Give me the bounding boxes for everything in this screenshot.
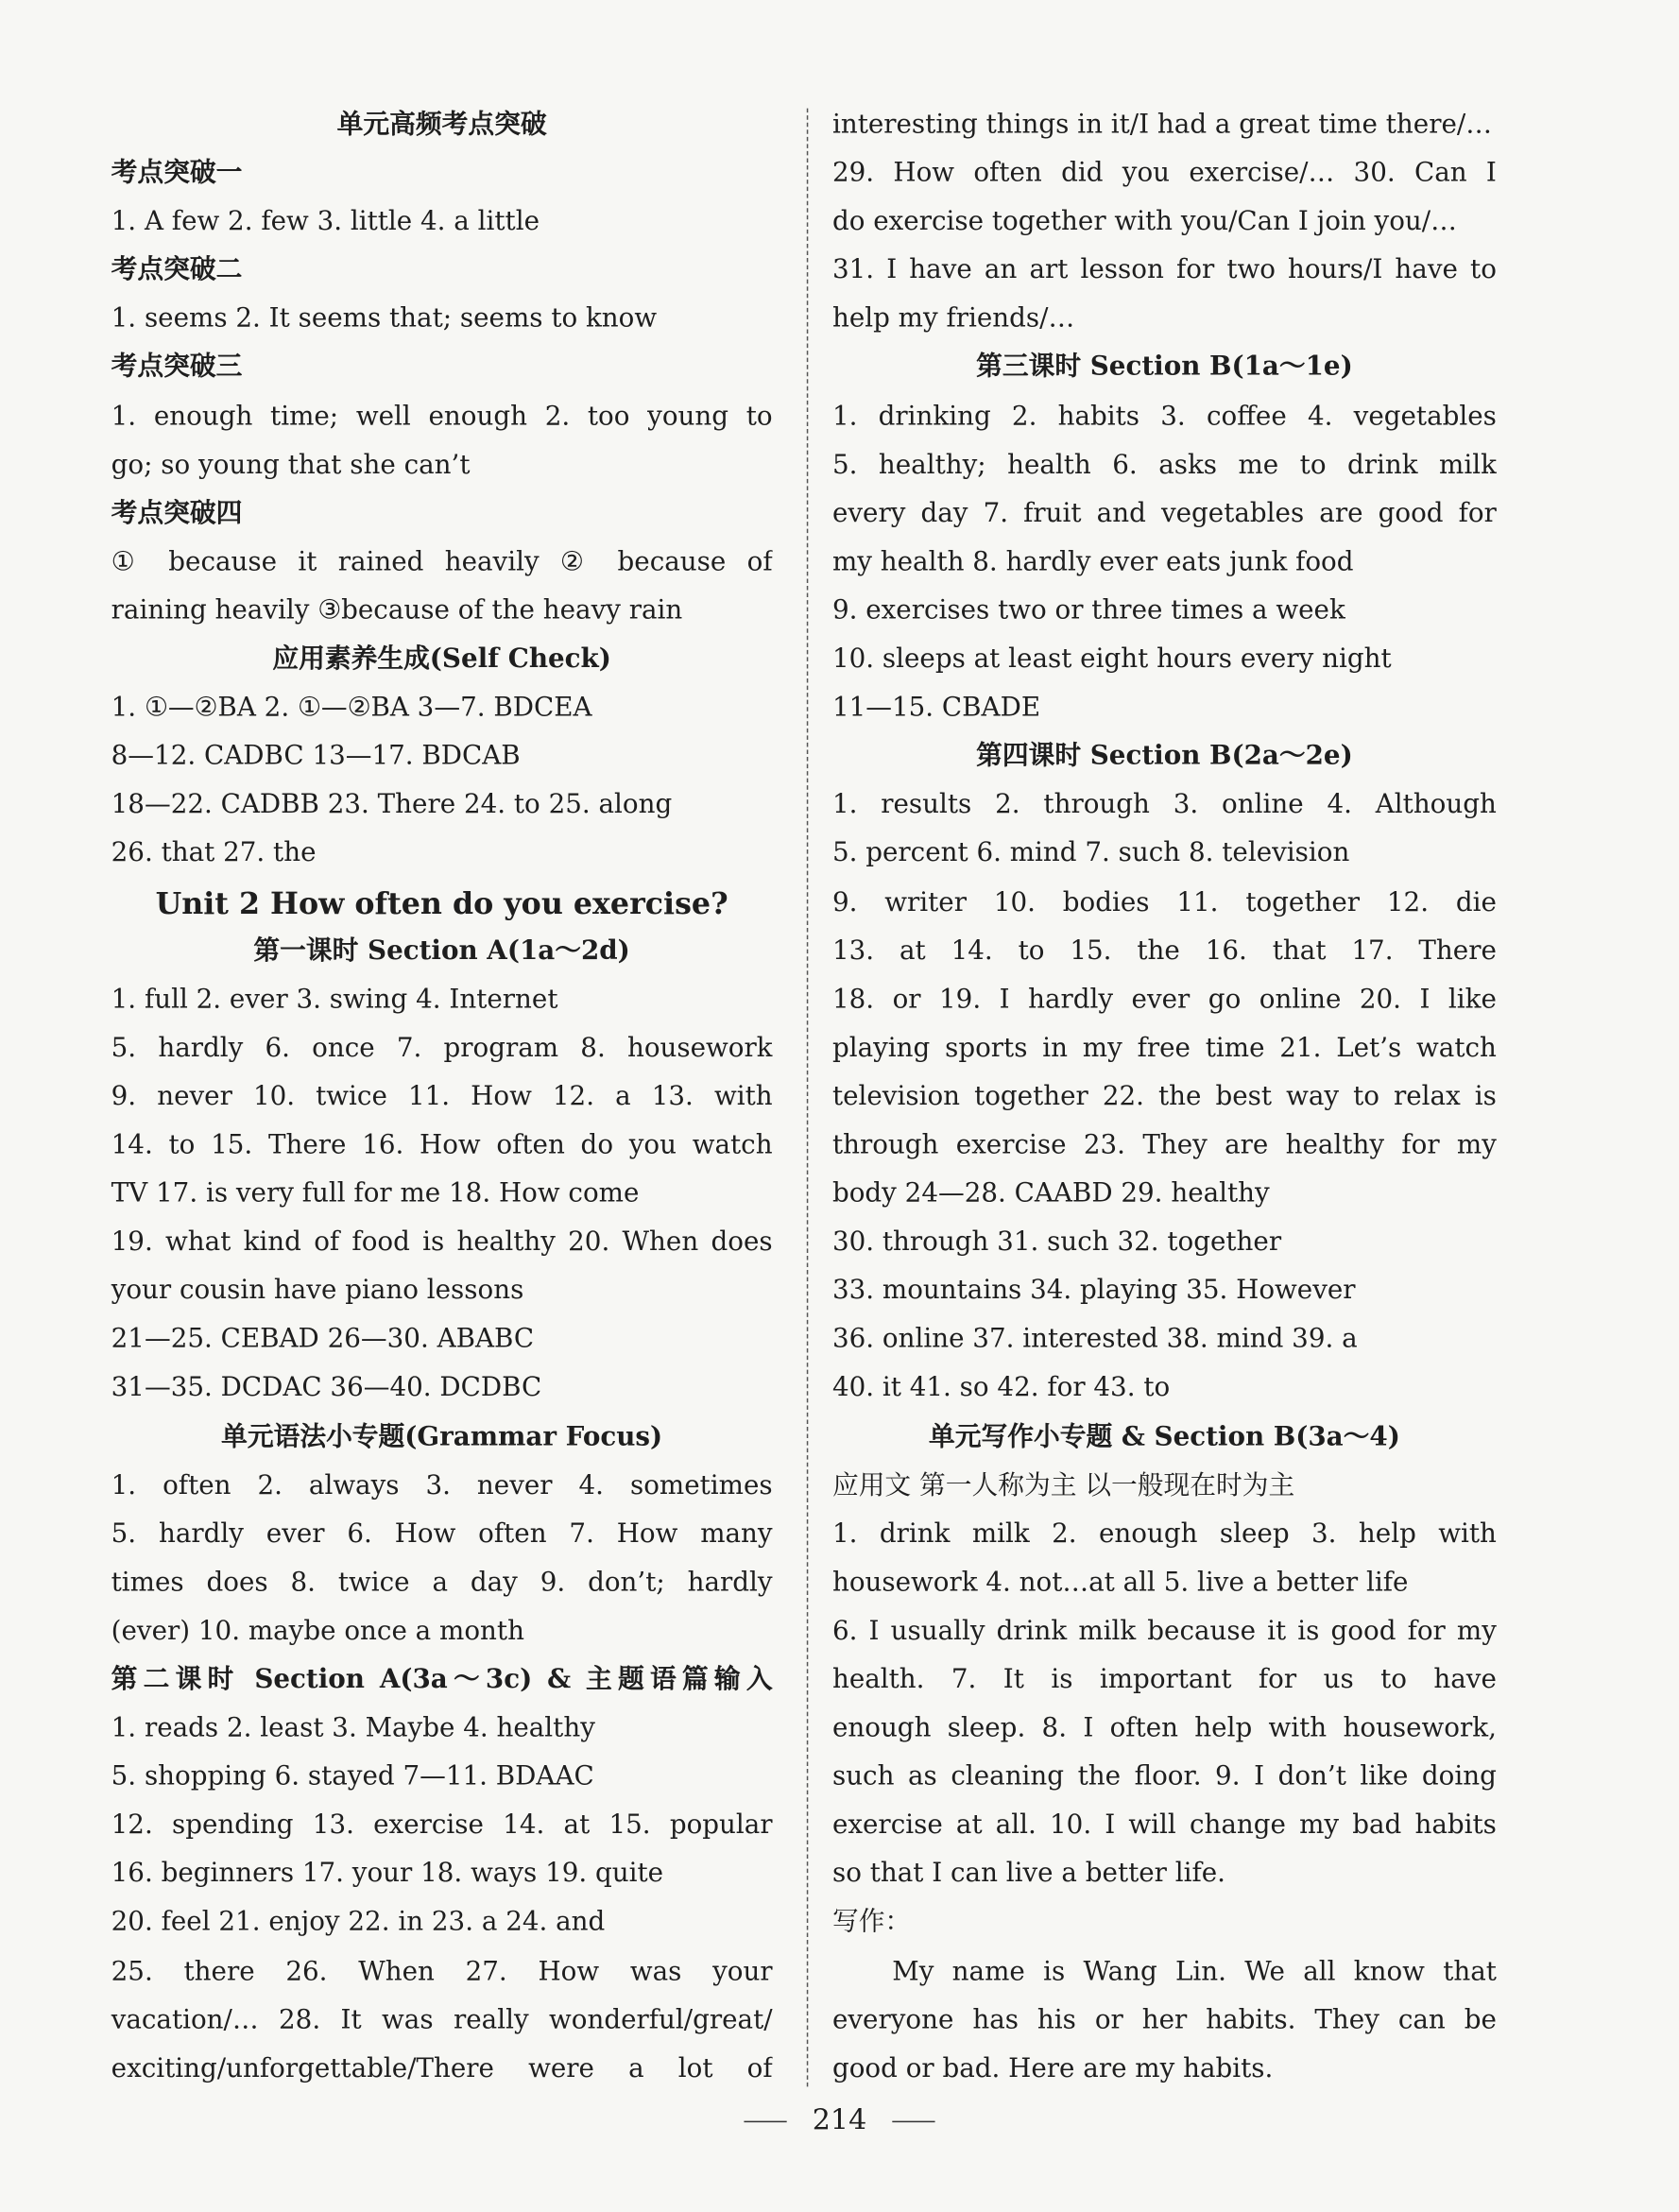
answer-line: enough sleep. 8. I often help with housework, bbox=[831, 1713, 1497, 1744]
answer-line: so that I can live a better life. bbox=[831, 1859, 1226, 1890]
answer-line: 12. spending 13. exercise 14. at 15. popular bbox=[111, 1810, 773, 1841]
answer-line: 29. How often did you exercise/… 30. Can I bbox=[831, 158, 1497, 189]
answer-line: everyone has his or her habits. They can be bbox=[831, 2004, 1497, 2035]
answer-line: housework 4. not…at all 5. live a better life bbox=[831, 1568, 1409, 1598]
answer-line: 40. it 41. so 42. for 43. to bbox=[831, 1373, 1171, 1404]
answer-line: times does 8. twice a day 9. don’t; hardly bbox=[111, 1568, 773, 1598]
answer-line: go; so young that she can’t bbox=[111, 450, 471, 480]
answer-line: 应用文 第一人称为主 以一般现在时为主 bbox=[831, 1470, 1295, 1500]
answer-line: 26. that 27. the bbox=[111, 838, 317, 869]
answer-line: 1. drink milk 2. enough sleep 3. help with bbox=[831, 1518, 1497, 1550]
answer-line: 5. shopping 6. stayed 7—11. BDAAC bbox=[111, 1761, 594, 1792]
answer-line: (ever) 10. maybe once a month bbox=[111, 1616, 524, 1647]
footer-dash-left bbox=[744, 2121, 786, 2123]
answer-line: 18—22. CADBB 23. There 24. to 25. along bbox=[111, 790, 673, 820]
section-heading: Unit 2 How often do you exercise? bbox=[155, 884, 728, 920]
answer-line: 30. through 31. such 32. together bbox=[831, 1227, 1282, 1258]
answer-line: 20. feel 21. enjoy 22. in 23. a 24. and bbox=[111, 1908, 606, 1938]
answer-line: 36. online 37. interested 38. mind 39. a bbox=[831, 1324, 1358, 1355]
answer-line: 5. healthy; health 6. asks me to drink milk bbox=[831, 450, 1497, 480]
answer-line: good or bad. Here are my habits. bbox=[831, 2053, 1274, 2084]
answer-line: playing sports in my free time 21. Let’s watch bbox=[831, 1033, 1497, 1063]
answer-line: do exercise together with you/Can I join you/… bbox=[831, 207, 1457, 237]
answer-line: 5. hardly ever 6. How often 7. How many bbox=[111, 1518, 773, 1550]
section-heading: 考点突破四 bbox=[111, 498, 243, 529]
answer-line: 写作： bbox=[831, 1908, 912, 1938]
answer-line: 18. or 19. I hardly ever go online 20. I like bbox=[831, 984, 1497, 1015]
left-column bbox=[111, 101, 773, 2094]
answer-line: 9. never 10. twice 11. How 12. a 13. with bbox=[111, 1081, 773, 1112]
answer-line: my health 8. hardly ever eats junk food bbox=[831, 547, 1354, 577]
answer-line: raining heavily ③because of the heavy rain bbox=[111, 595, 683, 626]
answer-line: exciting/unforgettable/There were a lot of bbox=[111, 2053, 773, 2084]
answer-line: TV 17. is very full for me 18. How come bbox=[111, 1178, 640, 1209]
answer-line: 16. beginners 17. your 18. ways 19. quite bbox=[111, 1859, 664, 1890]
answer-line: 21—25. CEBAD 26—30. ABABC bbox=[111, 1324, 535, 1355]
answer-line: health. 7. It is important for us to have bbox=[831, 1664, 1497, 1695]
answer-line: vacation/… 28. It was really wonderful/great/ bbox=[111, 2004, 773, 2035]
answer-line: ① because it rained heavily ② because of bbox=[111, 547, 773, 577]
answer-line: 1. often 2. always 3. never 4. sometimes bbox=[111, 1470, 773, 1500]
section-heading: 应用素养生成(Self Check) bbox=[272, 643, 611, 675]
section-heading: 第一课时 Section A(1a～2d) bbox=[253, 935, 630, 967]
section-heading: 考点突破三 bbox=[111, 352, 243, 383]
section-heading: 第四课时 Section B(2a～2e) bbox=[976, 741, 1353, 772]
column-divider bbox=[807, 109, 809, 2087]
answer-line: 1. ①—②BA 2. ①—②BA 3—7. BDCEA bbox=[111, 693, 592, 723]
section-heading: 第三课时 Section B(1a～1e) bbox=[976, 352, 1353, 383]
answer-line: 1. enough time; well enough 2. too young to bbox=[111, 401, 773, 432]
answer-line: body 24—28. CAABD 29. healthy bbox=[831, 1178, 1270, 1209]
page-footer bbox=[0, 2095, 1679, 2143]
answer-line: 1. drinking 2. habits 3. coffee 4. vegetables bbox=[831, 401, 1497, 432]
answer-line: such as cleaning the floor. 9. I don’t like doing bbox=[831, 1761, 1497, 1792]
footer-dash-right bbox=[892, 2121, 934, 2123]
answer-line: 13. at 14. to 15. the 16. that 17. There bbox=[831, 935, 1497, 967]
answer-line: 19. what kind of food is healthy 20. When does bbox=[111, 1227, 773, 1258]
section-heading: 单元语法小专题(Grammar Focus) bbox=[221, 1421, 663, 1452]
answer-line: exercise at all. 10. I will change my bad habits bbox=[831, 1810, 1497, 1841]
section-heading: 考点突破二 bbox=[111, 255, 243, 286]
answer-line: 11—15. CBADE bbox=[831, 693, 1041, 723]
answer-line: 1. full 2. ever 3. swing 4. Internet bbox=[111, 984, 558, 1015]
answer-line: every day 7. fruit and vegetables are good for bbox=[831, 498, 1497, 529]
answer-line: 8—12. CADBC 13—17. BDCAB bbox=[111, 741, 521, 772]
answer-line: 31. I have an art lesson for two hours/I have to bbox=[831, 255, 1497, 286]
answer-line: 25. there 26. When 27. How was your bbox=[111, 1956, 773, 1987]
answer-line: 1. results 2. through 3. online 4. Although bbox=[831, 790, 1497, 820]
answer-line: 1. reads 2. least 3. Maybe 4. healthy bbox=[111, 1713, 595, 1744]
section-heading: 考点突破一 bbox=[111, 158, 243, 189]
answer-line: 31—35. DCDAC 36—40. DCDBC bbox=[111, 1373, 542, 1404]
answer-line: 9. exercises two or three times a week bbox=[831, 595, 1345, 626]
page-number: 214 bbox=[812, 2102, 867, 2137]
answer-line: 6. I usually drink milk because it is good for my bbox=[831, 1616, 1497, 1647]
answer-line: 1. seems 2. It seems that; seems to know bbox=[111, 303, 658, 334]
answer-line: 33. mountains 34. playing 35. However bbox=[831, 1276, 1356, 1307]
answer-line: your cousin have piano lessons bbox=[111, 1276, 524, 1307]
section-heading: 第二课时 Section A(3a～3c) & 主题语篇输入 bbox=[111, 1664, 773, 1695]
right-column bbox=[832, 101, 1497, 2094]
section-heading: 单元高频考点突破 bbox=[336, 110, 547, 140]
answer-line: 10. sleeps at least eight hours every night bbox=[831, 643, 1392, 675]
answer-line: My name is Wang Lin. We all know that bbox=[892, 1956, 1497, 1987]
answer-line: television together 22. the best way to relax is bbox=[831, 1081, 1497, 1112]
answer-line: 5. percent 6. mind 7. such 8. television bbox=[831, 838, 1350, 869]
answer-line: 9. writer 10. bodies 11. together 12. die bbox=[831, 887, 1497, 917]
answer-line: 5. hardly 6. once 7. program 8. housework bbox=[111, 1033, 773, 1063]
answer-line: through exercise 23. They are healthy for my bbox=[831, 1130, 1497, 1160]
section-heading: 单元写作小专题 & Section B(3a～4) bbox=[928, 1421, 1400, 1452]
answer-line: 14. to 15. There 16. How often do you watch bbox=[111, 1130, 773, 1160]
answer-line: 1. A few 2. few 3. little 4. a little bbox=[111, 207, 540, 237]
answer-line: help my friends/… bbox=[831, 303, 1075, 334]
answer-line: interesting things in it/I had a great time there/… bbox=[831, 110, 1492, 140]
